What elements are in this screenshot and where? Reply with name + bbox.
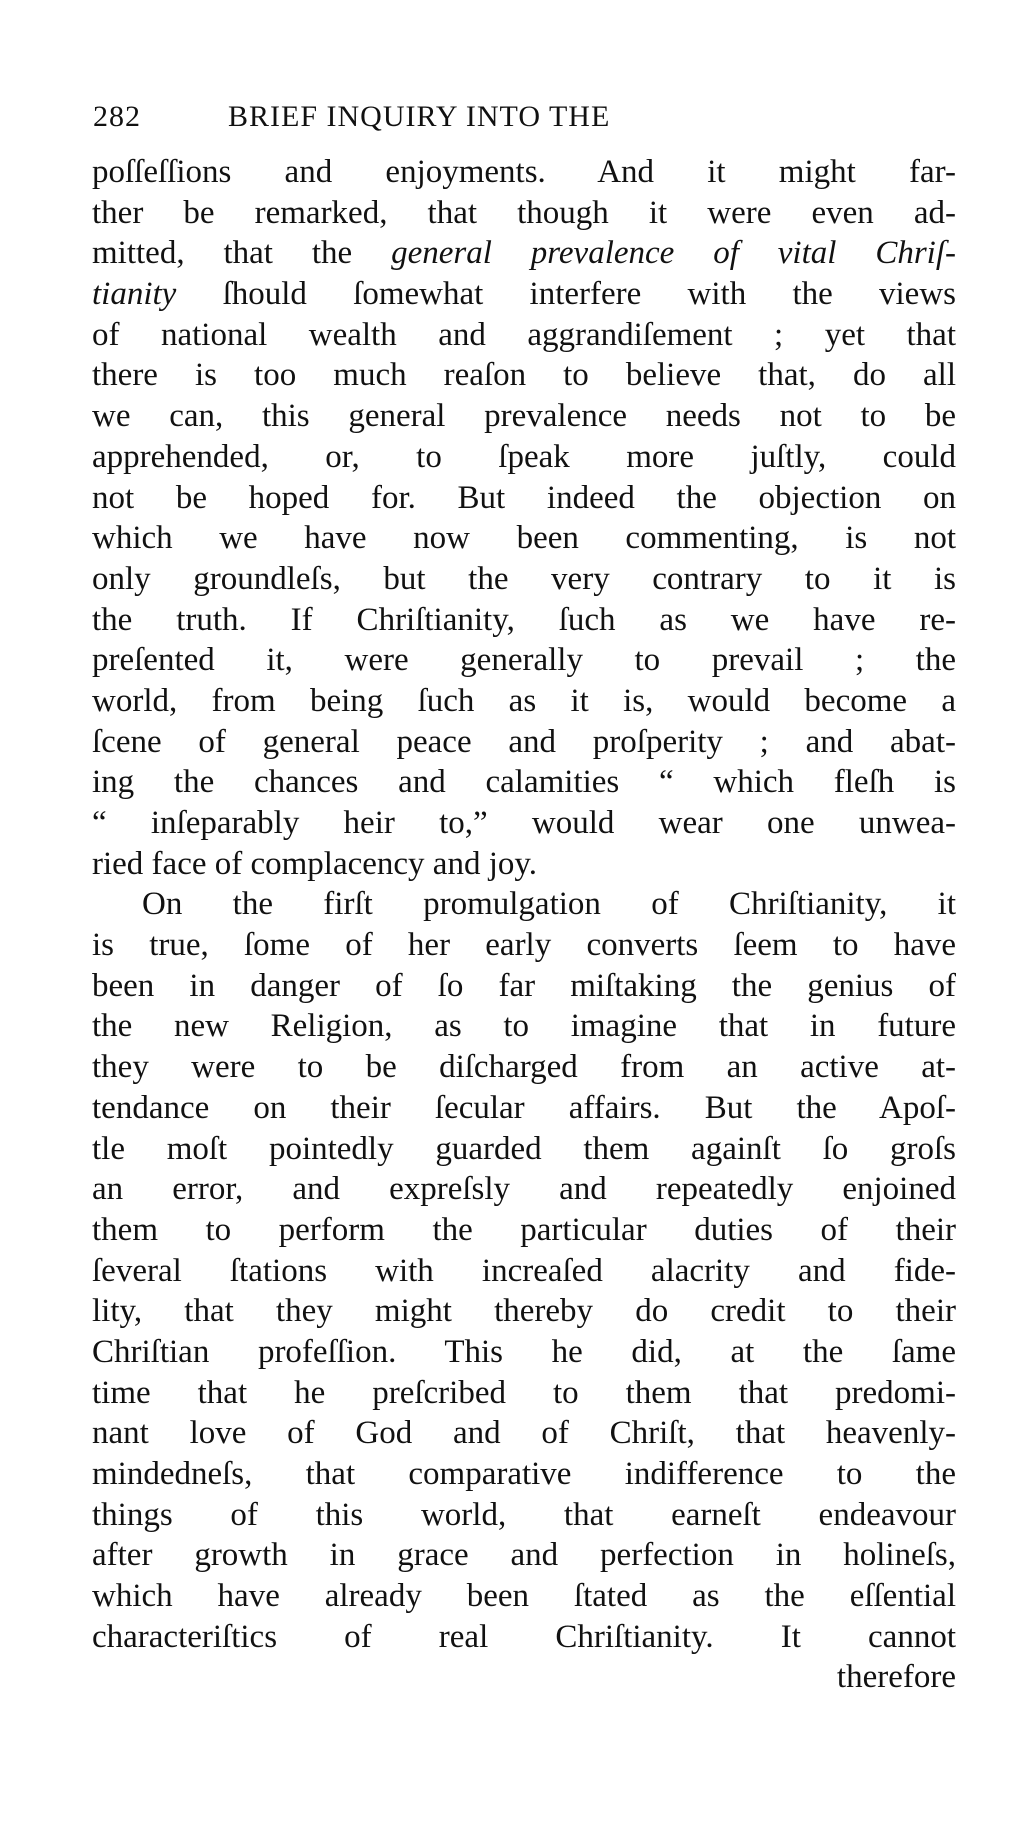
text-segment: ried face of complacency and joy.: [92, 845, 537, 882]
text-segment: ſhould ſomewhat interfere with the views: [176, 276, 956, 313]
text-segment: tle moſt pointedly guarded them againſt ſo groſs: [92, 1130, 956, 1167]
text-line: [92, 722, 956, 763]
text-line: [92, 518, 956, 559]
italic-text: tianity: [92, 276, 177, 313]
text-line: [92, 193, 956, 234]
text-segment: mitted, that the: [92, 235, 392, 272]
text-line: [92, 762, 956, 803]
text-line: [92, 803, 956, 844]
text-segment: the truth. If Chriſtianity, ſuch as we have re-: [92, 601, 956, 638]
text-segment: only groundleſs, but the very contrary to it is: [92, 560, 956, 597]
text-line: [92, 1657, 956, 1698]
text-segment: of national wealth and aggrandiſement ; yet that: [92, 316, 956, 353]
text-line: [92, 274, 956, 315]
text-line: [92, 640, 956, 681]
text-segment: which have already been ſtated as the eſſential: [92, 1578, 956, 1615]
text-line: [92, 1373, 956, 1414]
body-text: [92, 152, 956, 1698]
text-segment: tendance on their ſecular affairs. But the Apoſ-: [92, 1089, 956, 1126]
text-line: [92, 1210, 956, 1251]
running-header: [93, 100, 853, 144]
text-segment: poſſeſſions and enjoyments. And it might far-: [92, 154, 956, 190]
text-segment: characteriſtics of real Chriſtianity. It cannot: [92, 1618, 956, 1655]
text-segment: ſeveral ſtations with increaſed alacrity and fide-: [92, 1252, 956, 1289]
text-line: [92, 600, 956, 641]
text-line: [92, 233, 956, 274]
text-line: [92, 478, 956, 519]
text-segment: which we have now been commenting, is not: [92, 520, 956, 557]
text-segment: ther be remarked, that though it were even ad-: [92, 194, 956, 231]
text-segment: apprehended, or, to ſpeak more juſtly, could: [92, 438, 956, 475]
text-segment: preſented it, were generally to prevail ; the: [92, 642, 956, 679]
text-segment: lity, that they might thereby do credit to their: [92, 1293, 956, 1330]
text-line: [92, 1576, 956, 1617]
text-line: [92, 1129, 956, 1170]
text-line: [92, 925, 956, 966]
text-line: [92, 355, 956, 396]
text-line: [92, 1617, 956, 1658]
text-line: [92, 844, 956, 885]
text-line: [92, 559, 956, 600]
text-segment: they were to be diſcharged from an active at-: [92, 1049, 956, 1086]
text-line: [92, 1169, 956, 1210]
text-line: [92, 1291, 956, 1332]
text-segment: time that he preſcribed to them that predomi-: [92, 1374, 956, 1411]
text-line: [92, 1251, 956, 1292]
text-segment: On the firſt promulgation of Chriſtianity, it: [142, 886, 956, 923]
text-segment: them to perform the particular duties of their: [92, 1211, 956, 1248]
text-line: [92, 1495, 956, 1536]
text-segment: ſcene of general peace and proſperity ; and abat-: [92, 723, 956, 760]
text-segment: things of this world, that earneſt endeavour: [92, 1496, 956, 1533]
text-segment: there is too much reaſon to believe that, do all: [92, 357, 956, 394]
text-line: [92, 1047, 956, 1088]
text-segment: therefore: [836, 1659, 956, 1696]
text-segment: we can, this general prevalence needs not to be: [92, 398, 956, 435]
text-line: [92, 1413, 956, 1454]
text-segment: Chriſtian profeſſion. This he did, at the ſame: [92, 1333, 956, 1370]
text-line: [92, 1088, 956, 1129]
text-segment: nant love of God and of Chriſt, that heavenly-: [92, 1415, 956, 1452]
text-segment: “ inſeparably heir to,” would wear one unwea-: [92, 805, 956, 841]
text-line: [92, 966, 956, 1007]
text-line: [92, 315, 956, 356]
text-line: [92, 1454, 956, 1495]
text-line: [92, 1535, 956, 1576]
text-line: [92, 884, 956, 925]
italic-text: general prevalence of vital Chriſ-: [391, 235, 957, 272]
text-segment: the new Religion, as to imagine that in future: [92, 1008, 956, 1045]
running-title: BRIEF INQUIRY INTO THE: [228, 100, 611, 133]
text-line: [92, 1006, 956, 1047]
text-segment: mindedneſs, that comparative indifference to the: [92, 1456, 956, 1492]
page-number: 282: [93, 100, 141, 133]
text-line: [92, 396, 956, 437]
text-segment: ing the chances and calamities “ which fleſh is: [92, 764, 956, 801]
text-line: [92, 437, 956, 478]
text-segment: been in danger of ſo far miſtaking the genius of: [92, 967, 956, 1004]
text-line: [92, 152, 956, 193]
text-segment: an error, and expreſsly and repeatedly enjoined: [92, 1171, 956, 1208]
text-line: [92, 681, 956, 722]
text-segment: not be hoped for. But indeed the objection on: [92, 479, 956, 516]
text-segment: after growth in grace and perfection in holineſs,: [92, 1537, 956, 1574]
text-line: [92, 1332, 956, 1373]
text-segment: is true, ſome of her early converts ſeem to have: [92, 927, 956, 964]
text-segment: world, from being ſuch as it is, would become a: [92, 682, 956, 719]
